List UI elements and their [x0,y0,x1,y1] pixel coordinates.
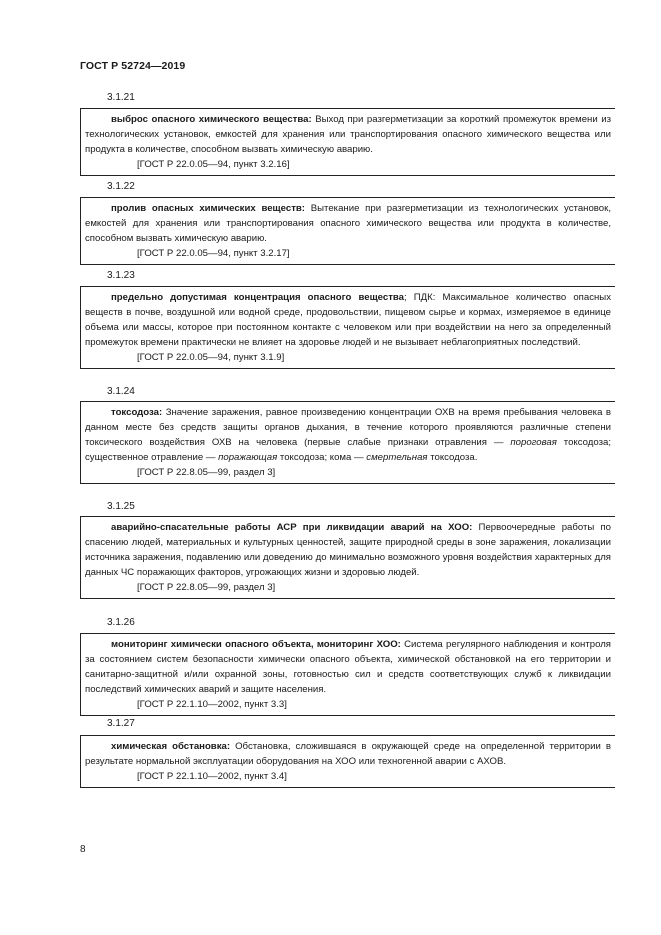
term-definition: Первоочередные работы по спасению людей, материальных и культурных ценностей, защите природной среды в зоне заражения, локализации источника заражения, подавлению или доведению до минимально возможного уровня воздействия характерных для данных ЧС поражающих факторов, угрожающих жизни и здоровью людей. [85,522,612,578]
term-definition: Обстановка, сложившаяся в окружающей среде на определенной территории в результате нормальной эксплуатации оборудования на ХОО или техногенной аварии с АХОВ. [85,741,611,767]
source-reference: [ГОСТ Р 22.1.10—2002, пункт 3.4] [137,771,287,782]
source-reference: [ГОСТ Р 22.0.05—94, пункт 3.2.16] [137,159,290,170]
term-number: 3.1.21 [107,92,135,103]
source-reference: [ГОСТ Р 22.8.05—99, раздел 3] [137,467,276,478]
term-definition: Вытекание при разгерметизации из технологических установок, емкостей для хранения или транспортирования опасного химического вещества или продукта в количестве, способном вызвать химическую аварию. [85,203,611,244]
term-italic: смертельная [366,452,428,463]
definition-text [85,637,611,697]
term-definition: Значение заражения, равное произведению концентрации ОХВ на время пребывания человека в данном месте без средств защиты органов дыхания, в течение которого проявляются различные степени токсического воздействия ОХВ на человека (первые слабые признаки отравления — [85,407,611,448]
term-number: 3.1.22 [107,181,135,192]
definition-block [80,197,615,265]
source-reference: [ГОСТ Р 22.8.05—99, раздел 3] [137,582,276,593]
definition-text [85,739,611,769]
definition-text [85,520,611,580]
term-number: 3.1.23 [107,270,135,281]
term-number: 3.1.25 [107,501,135,512]
definition-text [85,290,611,350]
definition-block [80,735,615,788]
definition-block [80,108,615,176]
term-definition: Система регулярного наблюдения и контроля за состоянием систем безопасности химически опасного объекта, химической обстановкой на его территории и санитарно-защитной и/или охранной зоны, готовностью сил и средств соответствующих служб к ликвидации последствий химических аварий и защите населения. [85,639,611,695]
term-name: выброс опасного химического вещества: [111,114,312,125]
term-name: пролив опасных химических веществ: [111,203,305,214]
definition-block [80,516,615,599]
source-reference: [ГОСТ Р 22.0.05—94, пункт 3.1.9] [137,352,285,363]
term-italic: пороговая [510,437,557,448]
page-number: 8 [80,844,86,855]
term-name: аварийно-спасательные работы АСР при ликвидации аварий на ХОО: [111,522,473,533]
source-reference: [ГОСТ Р 22.0.05—94, пункт 3.2.17] [137,248,290,259]
document-header: ГОСТ Р 52724—2019 [80,60,186,72]
term-definition: токсодоза; существенное отравление — [85,437,611,463]
term-number: 3.1.24 [107,386,135,397]
term-definition: ; ПДК: Максимальное количество опасных веществ в почве, воздушной или водной среде, продовольствии, пищевом сырье и кормах, измеряемое в единице объема или массы, которое при постоянном контакте с человеком или при воздействии на него за определенный промежуток времени практически не влияет на здоровье людей и не вызывает неблагоприятных последствий. [85,292,611,348]
term-number: 3.1.26 [107,617,135,628]
definition-block [80,633,615,716]
term-name: токсодоза: [111,407,163,418]
term-definition: токсодоза. [427,452,478,463]
term-number: 3.1.27 [107,718,135,729]
definition-text [85,112,611,157]
definition-text [85,405,611,465]
term-name: предельно допустимая концентрация опасного вещества [111,292,405,303]
definition-text [85,201,611,246]
term-definition: токсодоза; кома — [277,452,367,463]
term-name: мониторинг химически опасного объекта, мониторинг ХОО: [111,639,401,650]
term-definition: Выход при разгерметизации за короткий промежуток времени из технологических установок, емкостей для хранения или транспортирования опасного химического вещества или продукта в количестве, способном вызвать химическую аварию. [85,114,611,155]
term-name: химическая обстановка: [111,741,231,752]
definition-block [80,286,615,369]
term-italic: поражающая [218,452,278,463]
source-reference: [ГОСТ Р 22.1.10—2002, пункт 3.3] [137,699,287,710]
definition-block [80,401,615,484]
